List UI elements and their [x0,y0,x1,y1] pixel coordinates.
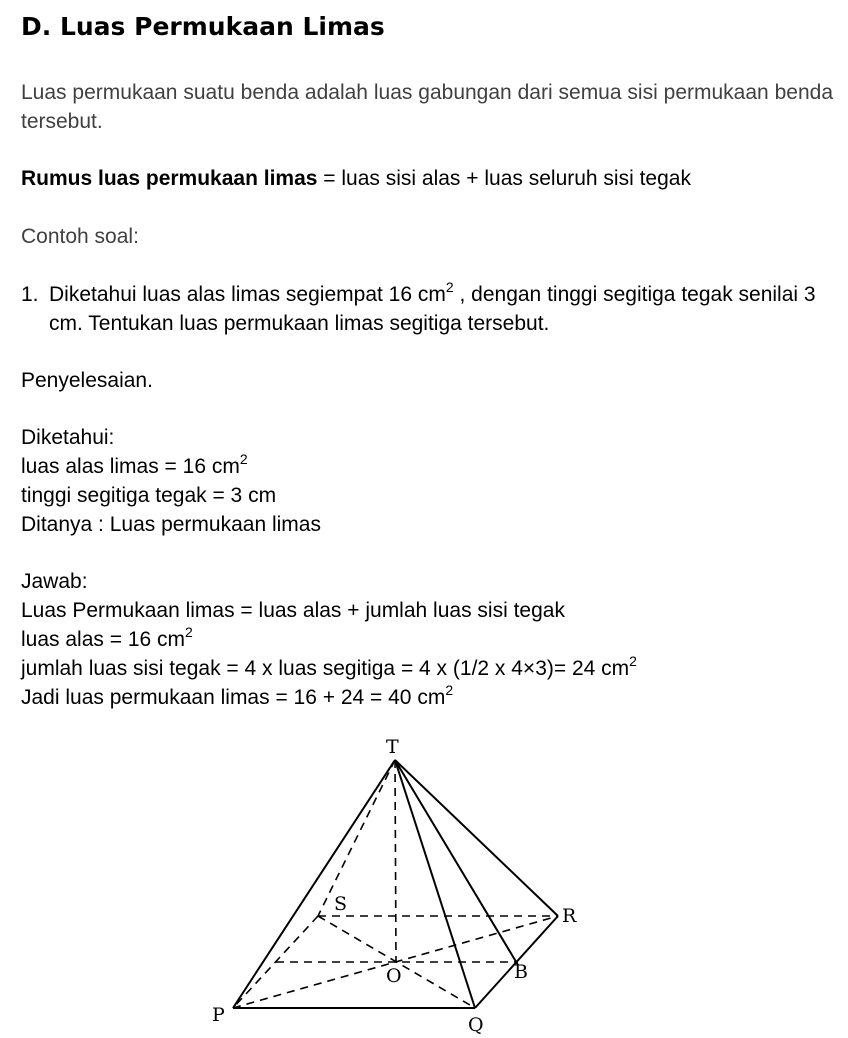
answer-line-total-text: Jadi luas permukaan limas = 16 + 24 = 40 cm [21,686,446,709]
label-r: R [562,905,577,927]
page-title: D. Luas Permukaan Limas [21,12,385,41]
edge-t-b [395,760,518,965]
label-t: T [386,736,399,758]
answer-line-lateral-area-text: jumlah luas sisi tegak = 4 x luas segitiga = 4 x (1/2 x 4×3)= 24 cm [21,657,630,680]
answer-line-lateral-area-sup: 2 [629,653,637,669]
formula-line [21,164,691,193]
asked-line: Ditanya : Luas permukaan limas [21,513,321,536]
label-o: O [386,965,402,987]
edge-t-p [233,760,395,1008]
intro-paragraph: Luas permukaan suatu benda adalah luas gabungan dari semua sisi permukaan benda tersebut. [21,81,833,133]
question-number: 1. [21,283,39,306]
formula-text: = luas sisi alas + luas seluruh sisi tegak [317,167,691,190]
solution-heading: Penyelesaian. [21,369,153,392]
question-item [21,280,833,338]
known-line-base-area [21,452,248,481]
label-b: B [514,961,528,983]
label-q: Q [468,1014,484,1035]
answer-line-base-area-sup: 2 [185,624,193,640]
known-line-base-area-sup: 2 [239,451,248,467]
answer-line-base-area-text: luas alas = 16 cm [21,628,186,651]
answer-line-total-sup: 2 [445,682,454,698]
question-text-before: Diketahui luas alas limas segiempat 16 cm [49,283,446,306]
answer-line-lateral-area [21,654,637,683]
known-line-base-area-text: luas alas limas = 16 cm [21,455,240,478]
answer-line-total [21,683,453,712]
question-superscript: 2 [445,279,454,295]
answer-line-base-area [21,625,193,654]
question-text-after: , dengan tinggi segitiga tegak senilai 3 cm. Tentukan luas permukaan limas segitiga tersebut. [49,283,816,335]
label-p: P [212,1004,225,1026]
answer-line-formula: Luas Permukaan limas = luas alas + jumlah luas sisi tegak [21,599,565,622]
question-text [49,280,833,338]
known-line-height: tinggi segitiga tegak = 3 cm [21,484,277,507]
formula-label: Rumus luas permukaan limas [21,167,318,190]
height-t-o [395,760,396,962]
answer-heading: Jawab: [21,570,88,593]
edge-t-s [318,760,395,916]
known-heading: Diketahui: [21,426,115,449]
example-heading: Contoh soal: [21,225,139,248]
label-s: S [334,893,348,915]
pyramid-diagram [200,730,600,1035]
